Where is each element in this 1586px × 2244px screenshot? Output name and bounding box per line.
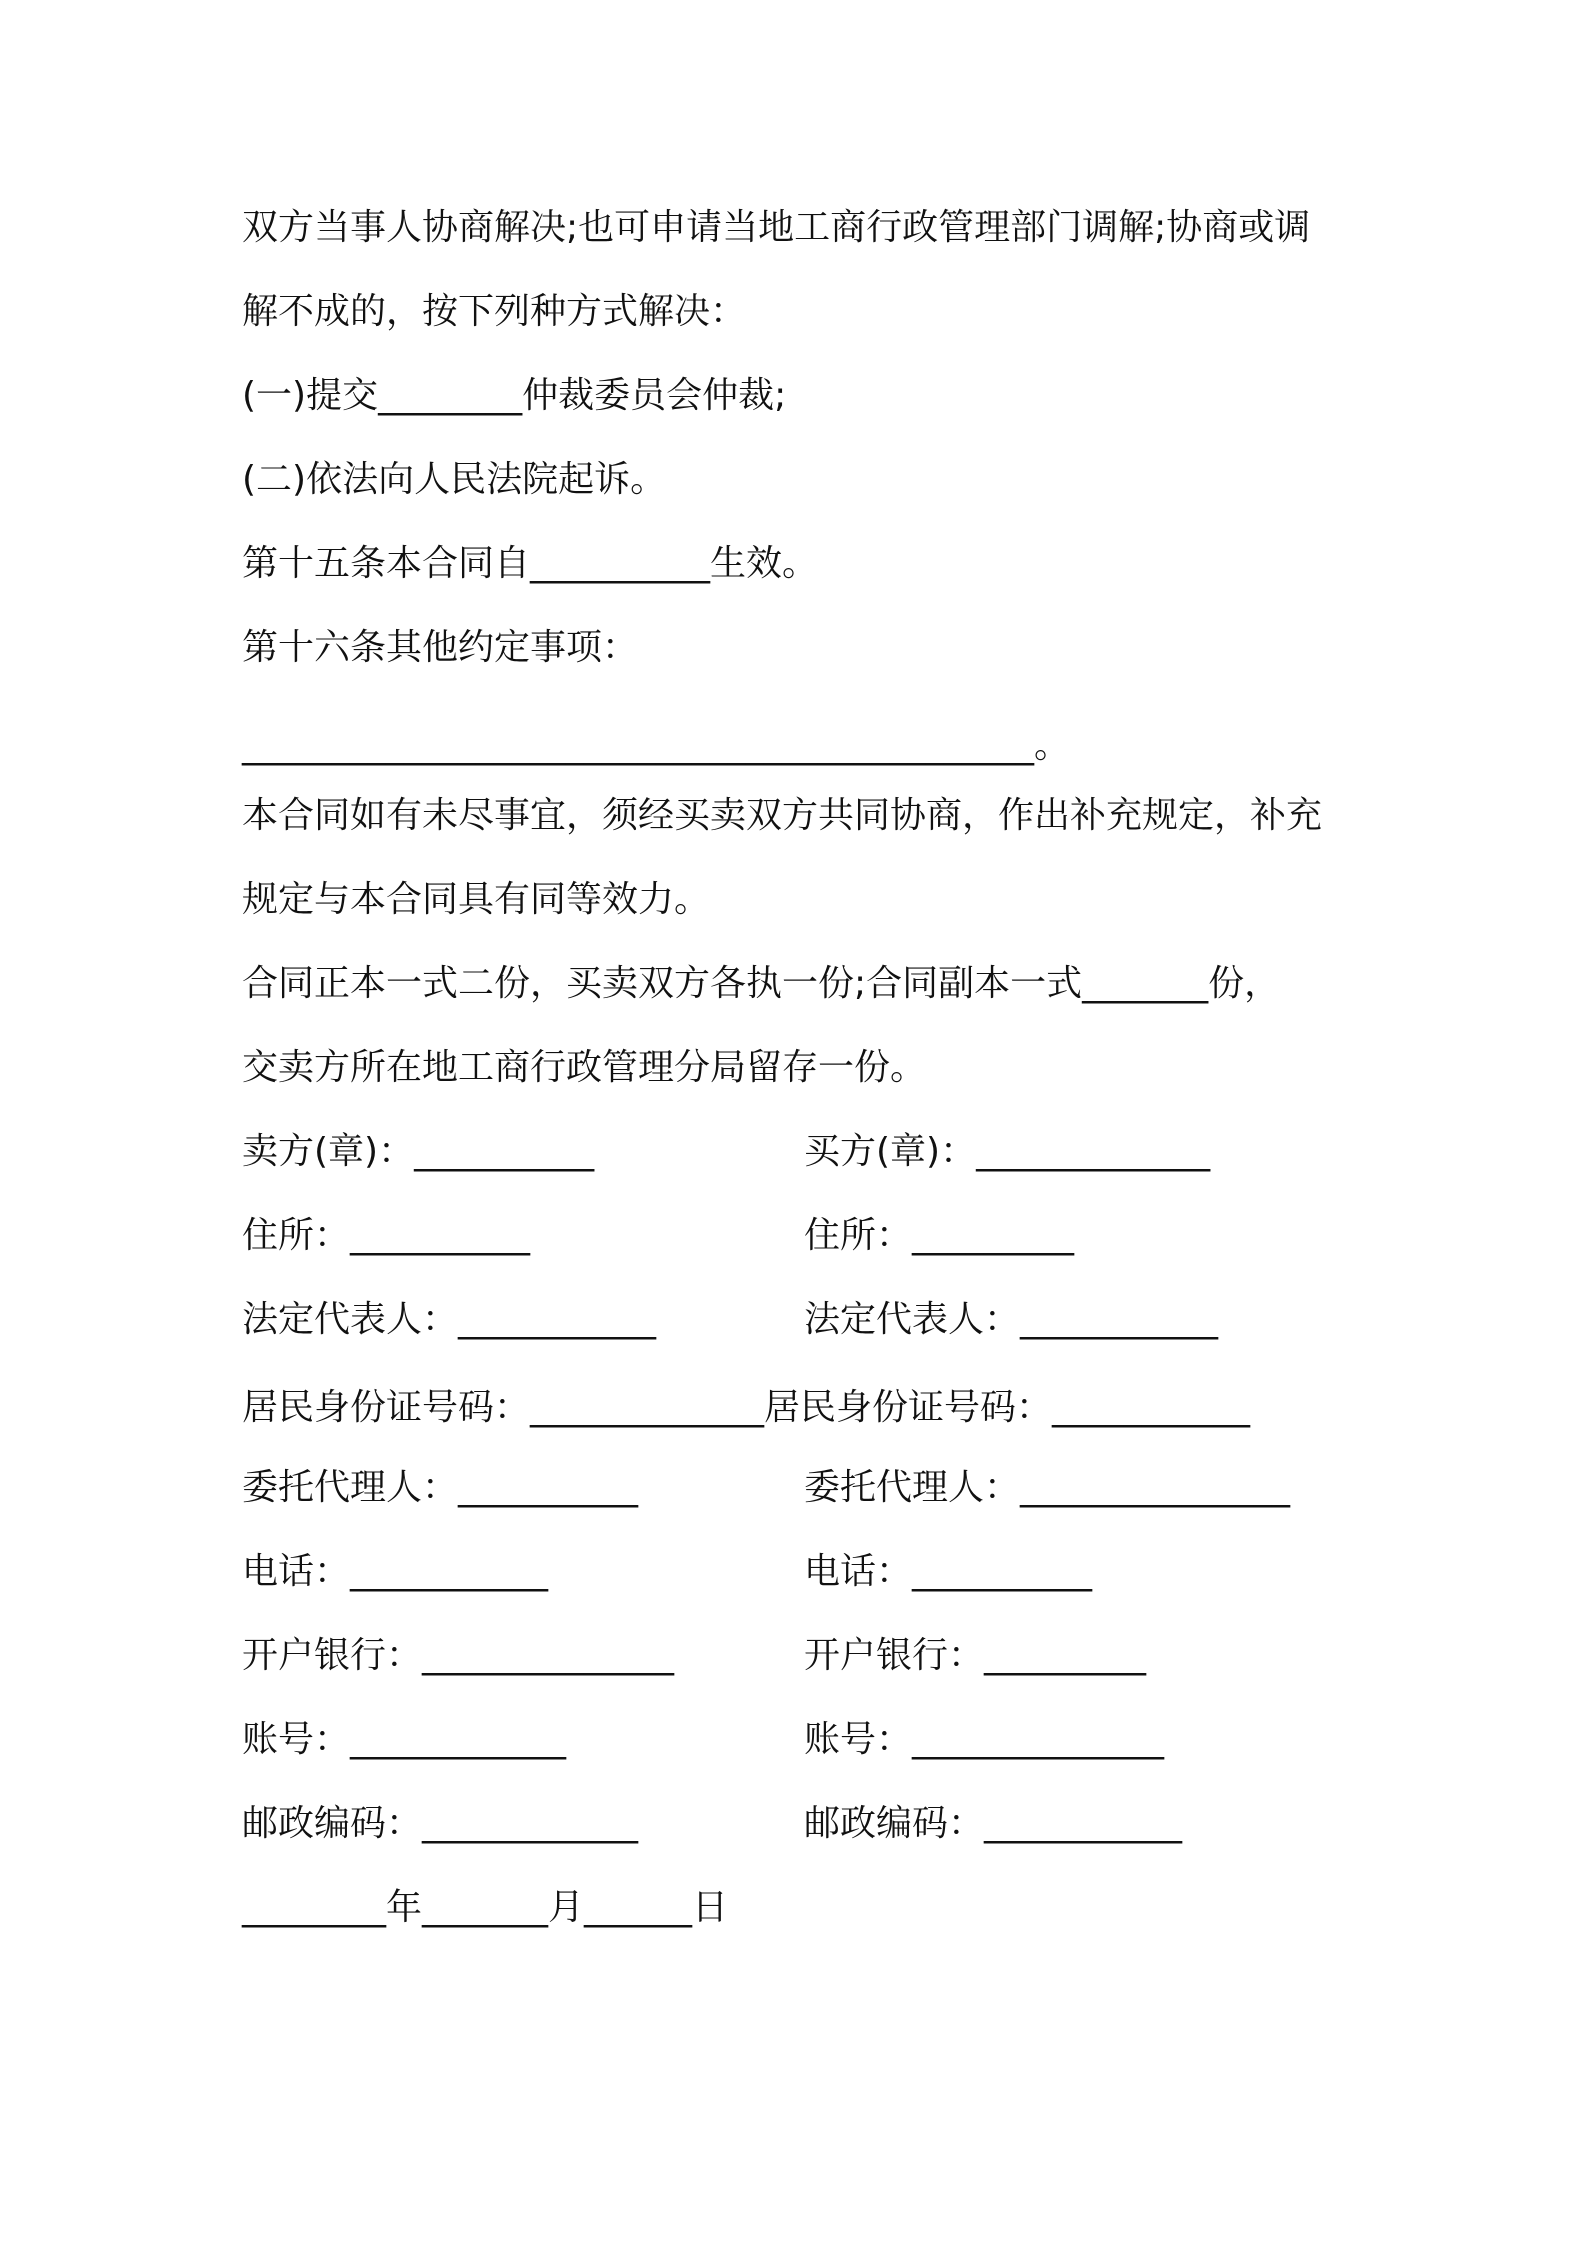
seller-postcode-field: 邮政编码：____________ xyxy=(242,1803,639,1844)
paragraph-line: 合同正本一式二份，买卖双方各执一份;合同副本一式_______份， xyxy=(242,963,1281,1004)
paragraph-line: (二)依法向人民法院起诉。 xyxy=(242,459,667,500)
buyer-bank-field: 开户银行：_________ xyxy=(804,1635,1147,1676)
seller-address-field: 住所：__________ xyxy=(242,1215,531,1256)
seller-account-field: 账号：____________ xyxy=(242,1719,567,1760)
buyer-address-field: 住所：_________ xyxy=(804,1215,1075,1256)
paragraph-line: 解不成的，按下列种方式解决： xyxy=(242,291,747,332)
buyer-seal-field: 买方(章)：_____________ xyxy=(804,1131,1211,1172)
article-15: 第十五条本合同自__________生效。 xyxy=(242,543,819,584)
buyer-agent-field: 委托代理人：_______________ xyxy=(804,1467,1291,1508)
paragraph-line: (一)提交________仲裁委员会仲裁; xyxy=(242,375,787,416)
id-number-row: 居民身份证号码：_____________居民身份证号码：___________ xyxy=(242,1387,1251,1428)
blank-line: ____________________________________________。 xyxy=(242,725,1070,766)
buyer-account-field: 账号：______________ xyxy=(804,1719,1165,1760)
seller-rep-field: 法定代表人：___________ xyxy=(242,1299,657,1340)
seller-seal-field: 卖方(章)：__________ xyxy=(242,1131,595,1172)
seller-bank-field: 开户银行：______________ xyxy=(242,1635,675,1676)
paragraph-line: 双方当事人协商解决;也可申请当地工商行政管理部门调解;协商或调 xyxy=(242,207,1311,248)
seller-agent-field: 委托代理人：__________ xyxy=(242,1467,639,1508)
buyer-postcode-field: 邮政编码：___________ xyxy=(804,1803,1183,1844)
buyer-rep-field: 法定代表人：___________ xyxy=(804,1299,1219,1340)
buyer-phone-field: 电话：__________ xyxy=(804,1551,1093,1592)
seller-phone-field: 电话：___________ xyxy=(242,1551,549,1592)
date-line: ________年_______月______日 xyxy=(242,1887,728,1928)
paragraph-line: 交卖方所在地工商行政管理分局留存一份。 xyxy=(242,1047,927,1088)
paragraph-line: 规定与本合同具有同等效力。 xyxy=(242,879,711,920)
paragraph-line: 本合同如有未尽事宜，须经买卖双方共同协商，作出补充规定，补充 xyxy=(242,795,1323,836)
article-16: 第十六条其他约定事项： xyxy=(242,627,639,668)
